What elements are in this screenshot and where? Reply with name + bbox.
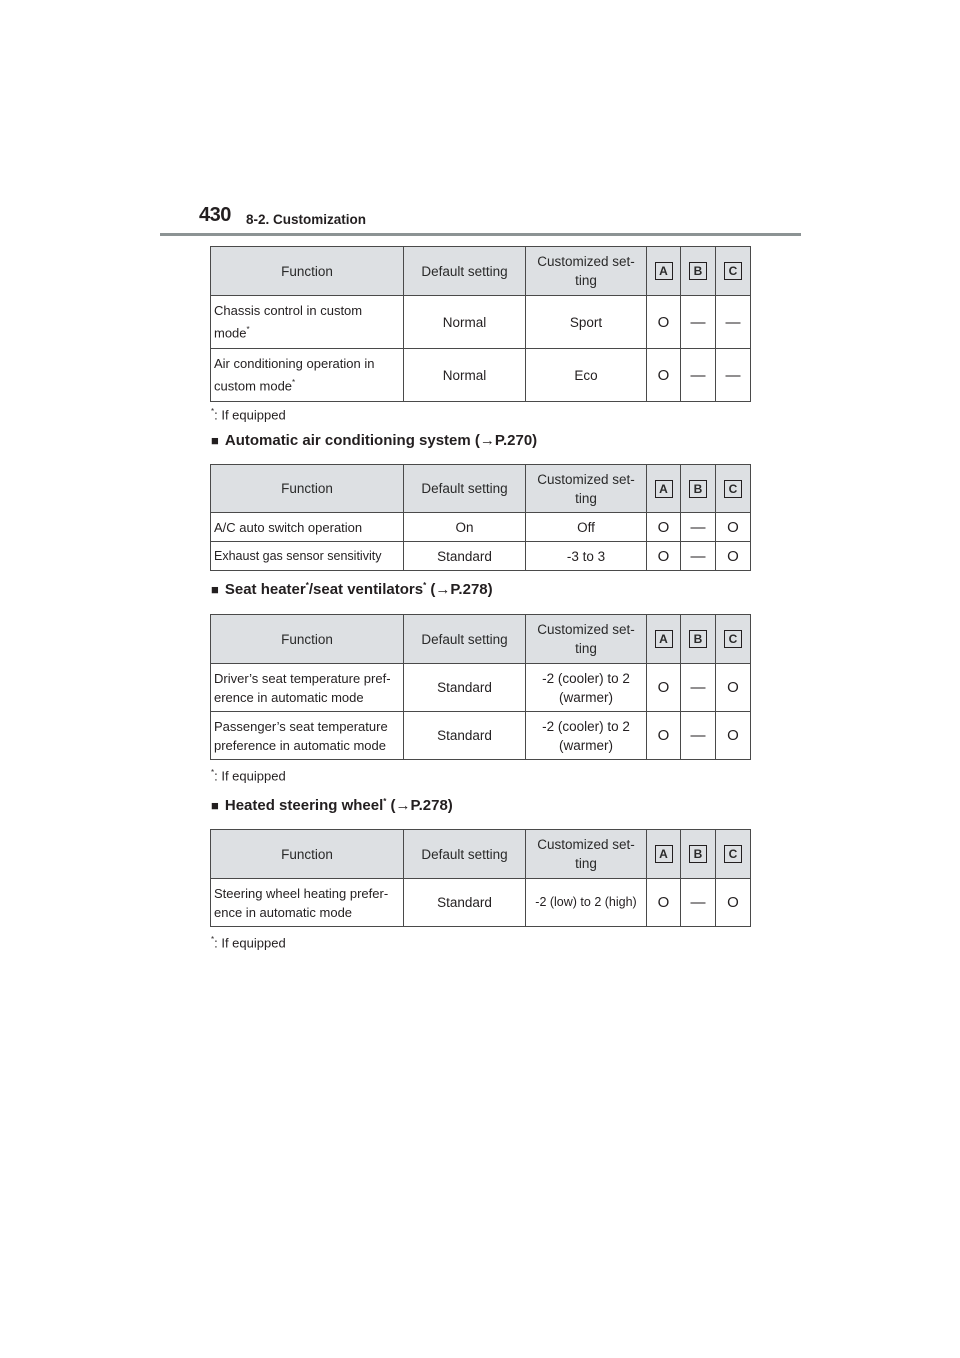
row-function: Passenger’s seat temperature preference in automatic mode <box>211 712 404 760</box>
table-row <box>211 349 751 402</box>
section-heading-ac: ■ Automatic air conditioning system (→P.270) <box>211 432 538 449</box>
row-b: — <box>681 296 716 349</box>
square-bullet-icon: ■ <box>211 582 219 597</box>
col-default: Default setting <box>404 247 526 296</box>
row-custom: Eco <box>526 349 647 402</box>
row-custom: -2 (low) to 2 (high) <box>526 879 647 927</box>
custom-mode-table <box>210 246 751 402</box>
row-default: Standard <box>404 542 526 571</box>
row-b: — <box>681 879 716 927</box>
row-custom: Off <box>526 513 647 542</box>
table-row <box>211 296 751 349</box>
row-default: Normal <box>404 296 526 349</box>
table-row <box>211 542 751 571</box>
row-default: Standard <box>404 712 526 760</box>
page-header <box>199 204 801 234</box>
col-default: Default setting <box>404 615 526 664</box>
row-custom: -2 (cooler) to 2 (warmer) <box>526 664 647 712</box>
row-c: O <box>716 879 751 927</box>
col-b-icon: B <box>689 630 707 648</box>
col-b-icon: B <box>689 262 707 280</box>
col-c-icon: C <box>724 845 742 863</box>
row-custom: Sport <box>526 296 647 349</box>
row-c: O <box>716 513 751 542</box>
col-a-icon: A <box>655 480 673 498</box>
row-b: — <box>681 542 716 571</box>
footnote: *: If equipped <box>211 407 286 423</box>
row-c: — <box>716 296 751 349</box>
row-default: Standard <box>404 879 526 927</box>
col-function: Function <box>211 247 404 296</box>
row-b: — <box>681 712 716 760</box>
table-row <box>211 513 751 542</box>
row-custom: -2 (cooler) to 2 (warmer) <box>526 712 647 760</box>
col-a-icon: A <box>655 262 673 280</box>
col-a-icon: A <box>655 630 673 648</box>
row-a: O <box>647 349 681 402</box>
section-heading-seat: ■ Seat heater*/seat ventilators* (→P.278) <box>211 581 493 598</box>
col-default: Default setting <box>404 830 526 879</box>
col-c-icon: C <box>724 630 742 648</box>
col-c-icon: C <box>724 262 742 280</box>
square-bullet-icon: ■ <box>211 433 219 448</box>
row-a: O <box>647 542 681 571</box>
col-custom: Customized set- ting <box>526 465 647 513</box>
table-header-row <box>211 465 751 513</box>
col-b-icon: B <box>689 845 707 863</box>
row-c: O <box>716 542 751 571</box>
col-custom: Customized set- ting <box>526 615 647 664</box>
col-c-icon: C <box>724 480 742 498</box>
table-header-row <box>211 615 751 664</box>
col-b-icon: B <box>689 480 707 498</box>
table-header-row <box>211 830 751 879</box>
col-function: Function <box>211 465 404 513</box>
row-a: O <box>647 879 681 927</box>
table-row <box>211 879 751 927</box>
table-row <box>211 664 751 712</box>
col-custom: Customized set- ting <box>526 247 647 296</box>
row-a: O <box>647 664 681 712</box>
col-function: Function <box>211 615 404 664</box>
row-b: — <box>681 349 716 402</box>
row-a: O <box>647 296 681 349</box>
footnote: *: If equipped <box>211 935 286 951</box>
row-default: Standard <box>404 664 526 712</box>
row-c: — <box>716 349 751 402</box>
col-default: Default setting <box>404 465 526 513</box>
footnote: *: If equipped <box>211 768 286 784</box>
table-row <box>211 712 751 760</box>
row-function: Exhaust gas sensor sensitivity <box>211 542 404 571</box>
row-default: Normal <box>404 349 526 402</box>
row-function: A/C auto switch operation <box>211 513 404 542</box>
row-c: O <box>716 664 751 712</box>
section-title: 8-2. Customization <box>246 212 367 227</box>
seat-table <box>210 614 751 760</box>
row-function: Chassis control in custom mode* <box>211 296 404 349</box>
row-b: — <box>681 664 716 712</box>
row-b: — <box>681 513 716 542</box>
row-default: On <box>404 513 526 542</box>
table-header-row <box>211 247 751 296</box>
square-bullet-icon: ■ <box>211 798 219 813</box>
header-rule <box>160 233 801 236</box>
col-a-icon: A <box>655 845 673 863</box>
section-heading-steering: ■ Heated steering wheel* (→P.278) <box>211 797 453 814</box>
col-custom: Customized set- ting <box>526 830 647 879</box>
page-number: 430 <box>199 204 231 226</box>
col-function: Function <box>211 830 404 879</box>
row-a: O <box>647 513 681 542</box>
ac-table <box>210 464 751 571</box>
row-function: Air conditioning operation in custom mode* <box>211 349 404 402</box>
row-c: O <box>716 712 751 760</box>
steering-table <box>210 829 751 927</box>
row-function: Driver’s seat temperature pref- erence in automatic mode <box>211 664 404 712</box>
row-function: Steering wheel heating prefer- ence in automatic mode <box>211 879 404 927</box>
row-a: O <box>647 712 681 760</box>
row-custom: -3 to 3 <box>526 542 647 571</box>
